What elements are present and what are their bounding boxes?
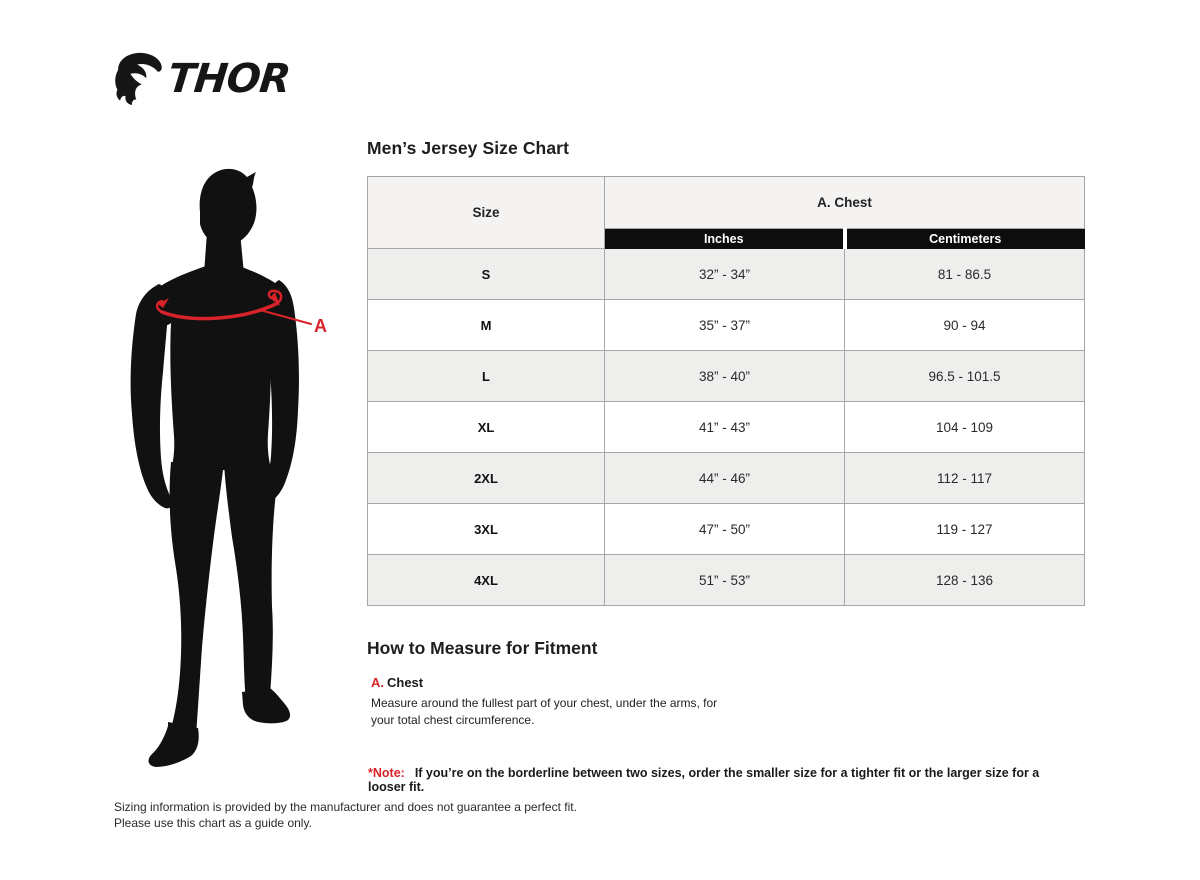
size-cell: L bbox=[368, 351, 605, 402]
disclaimer-line-1: Sizing information is provided by the manufacturer and does not guarantee a perfect fit. bbox=[114, 800, 577, 814]
measure-description: Measure around the fullest part of your chest, under the arms, for your total chest circumference. bbox=[371, 696, 718, 727]
size-table-row bbox=[368, 300, 1085, 351]
note-label: *Note: bbox=[368, 766, 405, 780]
size-cell: 2XL bbox=[368, 453, 605, 504]
inches-cell: 47” - 50” bbox=[605, 504, 845, 555]
inches-cell: 32” - 34” bbox=[605, 249, 845, 300]
brand-wordmark: THOR bbox=[165, 56, 292, 102]
measure-item-chest bbox=[371, 674, 741, 729]
size-table-row bbox=[368, 453, 1085, 504]
size-table-row bbox=[368, 504, 1085, 555]
measure-item-title bbox=[371, 674, 741, 692]
how-to-measure-heading: How to Measure for Fitment bbox=[367, 638, 598, 658]
disclaimer-line-2: Please use this chart as a guide only. bbox=[114, 816, 312, 831]
size-cell: 4XL bbox=[368, 555, 605, 606]
size-cell: XL bbox=[368, 402, 605, 453]
measure-name: Chest bbox=[387, 675, 424, 690]
inches-cell: 35” - 37” bbox=[605, 300, 845, 351]
disclaimer bbox=[114, 799, 577, 831]
size-cell: S bbox=[368, 249, 605, 300]
thor-goat-head-icon bbox=[112, 50, 166, 108]
inches-cell: 51” - 53” bbox=[605, 555, 845, 606]
column-header-chest: A. Chest bbox=[605, 177, 1085, 229]
table-header-row bbox=[368, 177, 1085, 229]
centimeters-cell: 96.5 - 101.5 bbox=[845, 351, 1085, 402]
size-table-container bbox=[367, 176, 1085, 606]
centimeters-cell: 119 - 127 bbox=[845, 504, 1085, 555]
inches-cell: 41” - 43” bbox=[605, 402, 845, 453]
size-table-row bbox=[368, 351, 1085, 402]
page-title: Men’s Jersey Size Chart bbox=[367, 138, 570, 158]
centimeters-cell: 90 - 94 bbox=[845, 300, 1085, 351]
size-cell: 3XL bbox=[368, 504, 605, 555]
sizing-note bbox=[368, 766, 1068, 794]
column-header-centimeters: Centimeters bbox=[845, 229, 1085, 249]
size-table-body bbox=[368, 249, 1085, 606]
centimeters-cell: 112 - 117 bbox=[845, 453, 1085, 504]
size-table-row bbox=[368, 555, 1085, 606]
size-cell: M bbox=[368, 300, 605, 351]
column-header-size: Size bbox=[368, 177, 605, 249]
column-header-inches: Inches bbox=[605, 229, 845, 249]
measure-key: A. bbox=[371, 675, 384, 690]
chest-label-a: A bbox=[314, 316, 327, 336]
centimeters-cell: 81 - 86.5 bbox=[845, 249, 1085, 300]
centimeters-cell: 128 - 136 bbox=[845, 555, 1085, 606]
brand-logo bbox=[112, 50, 290, 108]
inches-cell: 44” - 46” bbox=[605, 453, 845, 504]
man-silhouette bbox=[131, 169, 299, 767]
note-text: If you’re on the borderline between two sizes, order the smaller size for a tighter fit or the larger size for a looser fit. bbox=[368, 766, 1040, 794]
centimeters-cell: 104 - 109 bbox=[845, 402, 1085, 453]
size-table-row bbox=[368, 402, 1085, 453]
size-table-row bbox=[368, 249, 1085, 300]
body-measurement-figure bbox=[110, 160, 360, 785]
size-table bbox=[367, 176, 1085, 606]
inches-cell: 38” - 40” bbox=[605, 351, 845, 402]
